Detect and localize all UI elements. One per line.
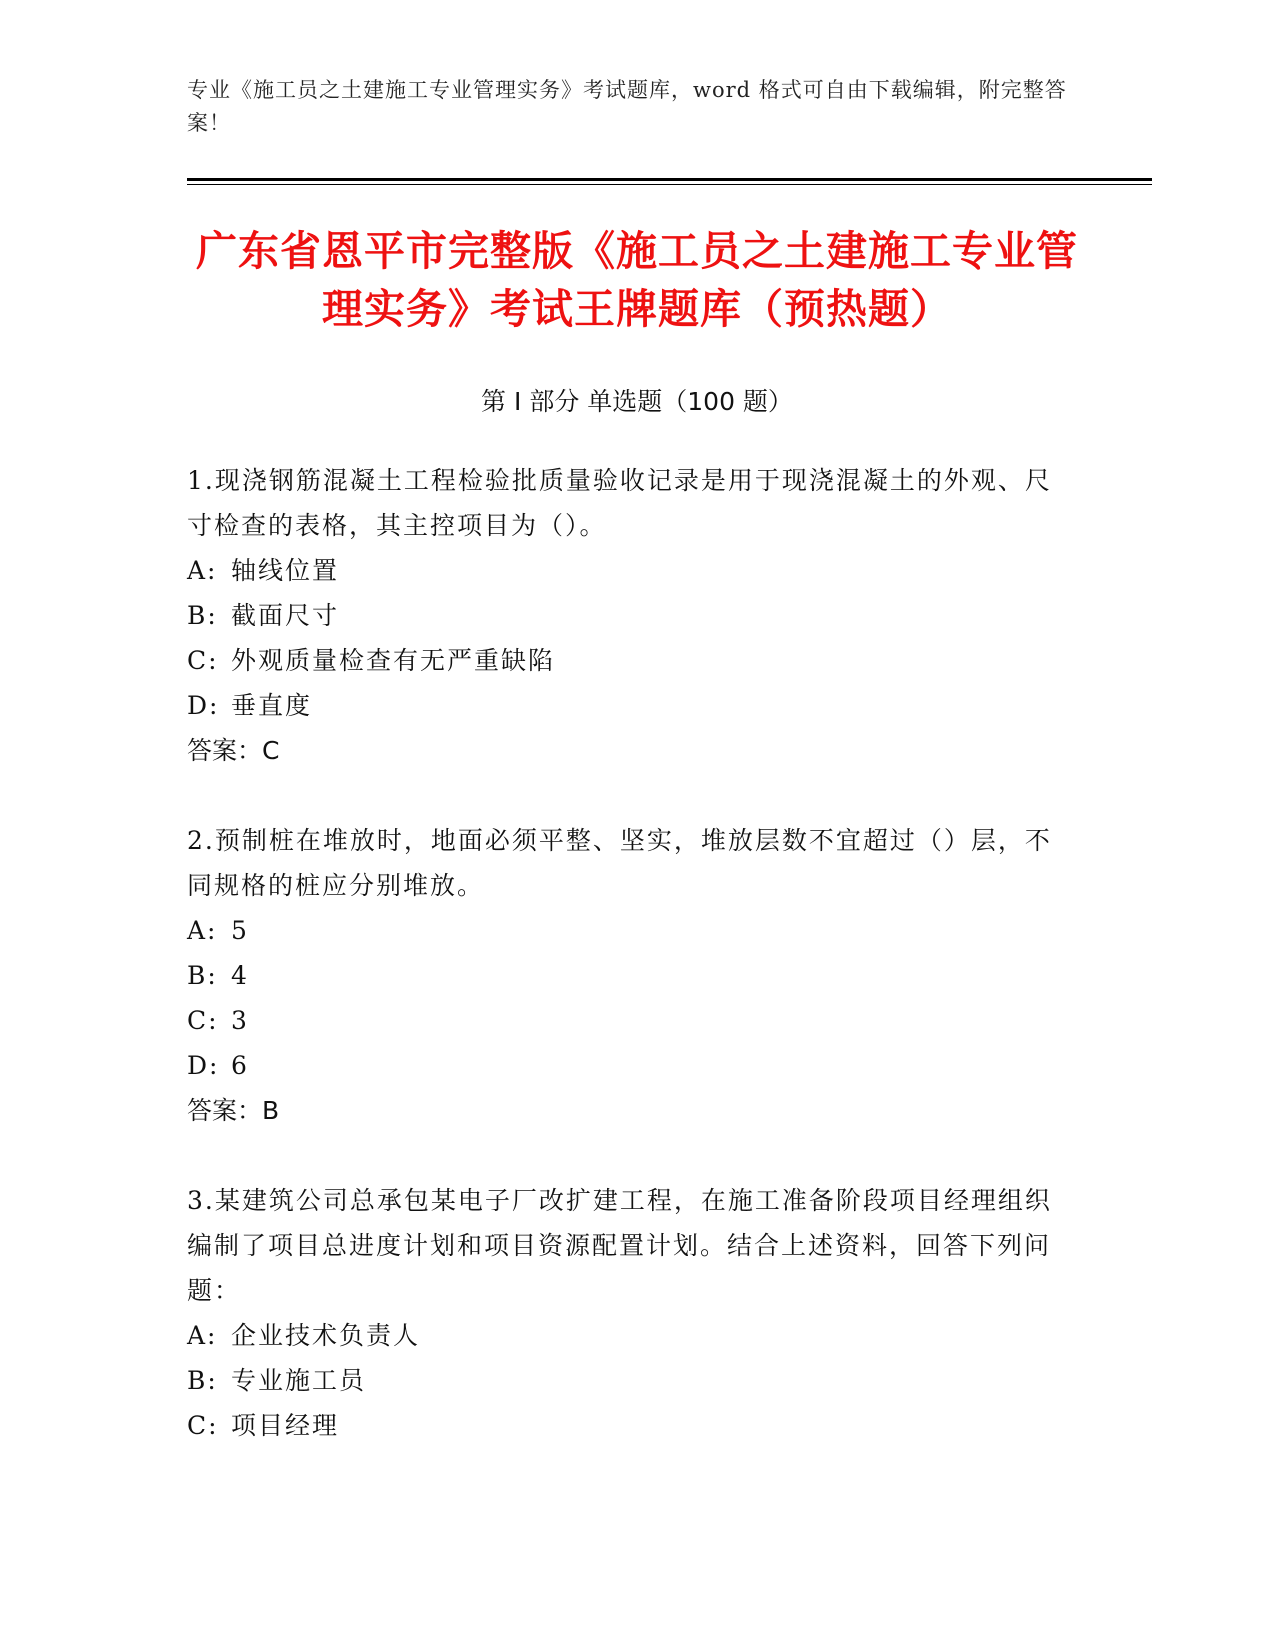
answer: 答案：C (187, 736, 280, 765)
option-text: 3 (231, 1006, 249, 1035)
header-note: 专业《施工员之土建施工专业管理实务》考试题库，word 格式可自由下载编辑，附完整答案！ (187, 78, 1067, 135)
option-key: D: (187, 1051, 220, 1080)
option-key: B: (187, 601, 218, 630)
question-stem: 2.预制桩在堆放时，地面必须平整、坚实，堆放层数不宜超过（）层，不同规格的桩应分别堆放。 (187, 826, 1052, 900)
option-text: 企业技术负责人 (231, 1321, 421, 1350)
header-divider-thin (187, 184, 1152, 185)
question-1 (187, 458, 1059, 773)
option-c (187, 1403, 1059, 1448)
option-text: 轴线位置 (231, 556, 340, 585)
question-2 (187, 818, 1059, 1133)
option-text: 项目经理 (231, 1411, 340, 1440)
option-a (187, 548, 1059, 593)
option-c (187, 998, 1059, 1043)
option-a (187, 1313, 1059, 1358)
option-key: B: (187, 961, 218, 990)
option-b (187, 953, 1059, 998)
question-stem: 3.某建筑公司总承包某电子厂改扩建工程，在施工准备阶段项目经理组织编制了项目总进度计划和项目资源配置计划。结合上述资料，回答下列问题： (187, 1186, 1052, 1305)
answer: 答案：B (187, 1096, 280, 1125)
option-text: 5 (231, 916, 249, 945)
option-key: C: (187, 1411, 219, 1440)
section-heading: 第 I 部分 单选题（100 题） (481, 387, 793, 416)
question-3 (187, 1178, 1059, 1448)
document-title: 广东省恩平市完整版《施工员之土建施工专业管理实务》考试王牌题库（预热题） (196, 227, 1078, 333)
option-key: C: (187, 1006, 219, 1035)
option-key: A: (187, 556, 218, 585)
option-d (187, 683, 1059, 728)
header-divider-thick (187, 178, 1152, 181)
option-text: 外观质量检查有无严重缺陷 (231, 646, 556, 675)
option-text: 专业施工员 (231, 1366, 367, 1395)
option-a (187, 908, 1059, 953)
option-key: B: (187, 1366, 218, 1395)
option-key: D: (187, 691, 220, 720)
option-key: C: (187, 646, 219, 675)
option-text: 垂直度 (231, 691, 313, 720)
option-key: A: (187, 916, 218, 945)
option-b (187, 593, 1059, 638)
option-text: 6 (231, 1051, 249, 1080)
option-d (187, 1043, 1059, 1088)
option-key: A: (187, 1321, 218, 1350)
option-c (187, 638, 1059, 683)
option-text: 4 (231, 961, 249, 990)
option-b (187, 1358, 1059, 1403)
option-text: 截面尺寸 (231, 601, 340, 630)
question-stem: 1.现浇钢筋混凝土工程检验批质量验收记录是用于现浇混凝土的外观、尺寸检查的表格，其主控项目为（）。 (187, 466, 1052, 540)
